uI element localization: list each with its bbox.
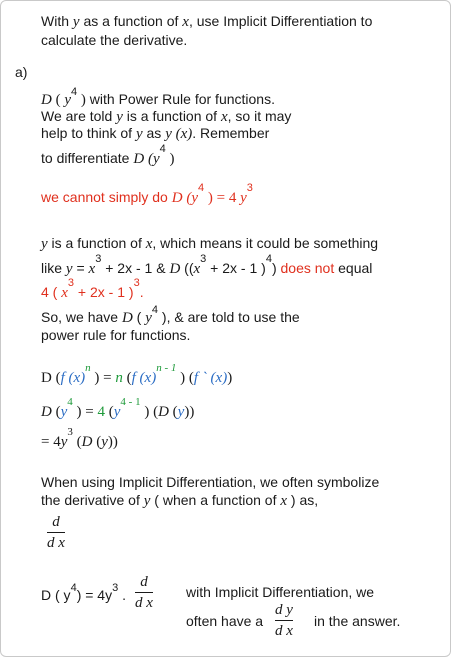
exponent: 3 <box>67 277 75 289</box>
text: ) <box>271 260 277 276</box>
text: ) <box>227 370 233 386</box>
exponent: 3 <box>200 253 207 265</box>
exponent: 4 <box>151 304 159 316</box>
text: is a function of <box>122 108 221 124</box>
coefficient: 4 <box>97 404 105 420</box>
text: help to think of <box>41 125 136 141</box>
implicit-line-1: When using Implicit Differentiation, we often symbolize <box>41 474 380 490</box>
text: ( <box>104 404 114 420</box>
implicit-line-2 <box>41 492 318 510</box>
var-x: x <box>220 109 228 125</box>
exponent: 4 <box>265 253 272 265</box>
var-y: y <box>240 190 247 206</box>
text: ) ( <box>176 370 194 386</box>
exponent: 3 <box>67 426 73 438</box>
var-y: y <box>113 404 121 420</box>
text: ) as, <box>287 492 319 508</box>
applied-rule-line <box>41 396 195 422</box>
text: With <box>41 13 73 29</box>
var-y: y <box>41 236 48 252</box>
block2-line-4 <box>41 304 300 328</box>
text: . <box>139 284 144 300</box>
text: as a function of <box>79 13 183 29</box>
exponent: 4 <box>197 182 205 194</box>
fraction-bar <box>135 592 153 593</box>
does-not-text: does not <box>276 260 335 276</box>
text: ), & are told to use the <box>158 309 300 325</box>
text: the derivative of <box>41 492 144 508</box>
var-x: x <box>193 261 201 277</box>
paren: ) <box>77 92 86 108</box>
text: ) ( <box>140 404 159 420</box>
block1-line-4 <box>41 143 175 169</box>
op-D: D <box>169 261 181 277</box>
text: ( <box>92 434 102 450</box>
text: (( <box>180 260 194 276</box>
text: ( <box>122 370 132 386</box>
f-of-x: f (x) <box>60 370 86 386</box>
op-D: D ( <box>133 151 153 167</box>
text: So, we have <box>41 309 122 325</box>
text: ) = 4y <box>76 587 113 603</box>
exponent-n: n <box>85 362 91 374</box>
text: D ( y <box>41 587 71 603</box>
text: ( <box>132 309 146 325</box>
text: )) <box>107 434 118 450</box>
denominator: d x <box>135 595 153 611</box>
f-prime-of-x: f ` (x) <box>193 370 228 386</box>
intro-line-1 <box>41 13 372 31</box>
exponent: 4 <box>70 582 77 594</box>
intro-line-2: calculate the derivative. <box>41 32 188 48</box>
block1-line-3 <box>41 125 269 143</box>
op-D: D <box>41 92 52 108</box>
var-y: y <box>60 434 68 450</box>
text: + 2x - 1 & <box>101 260 170 276</box>
text: , use Implicit Differentiation to <box>188 13 373 29</box>
text: is a function of <box>47 235 146 251</box>
text: we cannot simply do <box>41 189 172 205</box>
var-y: y <box>145 310 152 326</box>
var-y: y <box>191 190 198 206</box>
text: , so it may <box>227 108 292 124</box>
exponent: 3 <box>95 253 102 265</box>
text: 4 ( <box>41 284 62 300</box>
text: ( <box>168 404 178 420</box>
note-line-2-end: in the answer. <box>314 613 401 629</box>
exponent-n-minus-1: n - 1 <box>156 362 177 374</box>
paren: ) <box>165 151 175 167</box>
text: . Remember <box>192 125 270 141</box>
text: )) <box>184 404 195 420</box>
part-label: a) <box>15 64 28 80</box>
text: + 2x - 1 ) <box>74 284 134 300</box>
block2-line-3 <box>41 277 144 303</box>
note-line-2-start: often have a <box>186 613 264 629</box>
fraction-bar <box>275 620 293 621</box>
op-D: D <box>158 404 169 420</box>
text: + 2x - 1 ) <box>206 260 266 276</box>
var-y: y <box>101 434 108 450</box>
op-D: D <box>41 404 52 420</box>
text: like <box>41 260 66 276</box>
text: as <box>142 125 166 141</box>
paren: ( <box>51 92 65 108</box>
result-equation <box>41 582 126 606</box>
text: ( <box>51 404 61 420</box>
exponent: 3 <box>246 182 253 194</box>
denominator: d x <box>47 535 65 551</box>
text: We are told <box>41 108 117 124</box>
var-y: y <box>64 92 72 108</box>
result-d-dx-fraction <box>135 574 153 611</box>
exponent: 3 <box>133 277 140 289</box>
var-y: y <box>116 109 123 125</box>
warning-line <box>41 182 253 208</box>
exponent: 4 <box>159 143 166 155</box>
text: equal <box>334 260 373 276</box>
var-x: x <box>61 285 68 301</box>
var-y: y <box>143 493 151 509</box>
op-D: D <box>81 434 93 450</box>
var-x: x <box>88 261 96 277</box>
text: = 4 <box>41 434 61 450</box>
exponent: 4 <box>67 396 73 408</box>
var-x: x <box>280 493 288 509</box>
block2-line-2 <box>41 253 373 279</box>
text: , which means it could be something <box>152 235 379 251</box>
text: ) = <box>72 404 98 420</box>
text: ( <box>72 434 82 450</box>
text: . <box>118 587 126 603</box>
var-y: y <box>60 404 68 420</box>
var-x: x <box>145 236 153 252</box>
var-y: y <box>177 404 185 420</box>
var-y-of-x: y (x) <box>165 126 193 142</box>
block1-line-2 <box>41 108 291 126</box>
dy-dx-fraction <box>275 602 293 639</box>
text: D ( <box>41 370 61 386</box>
exponent: 4 <box>71 86 78 98</box>
text: ) = <box>90 370 116 386</box>
var-y: y <box>135 126 143 142</box>
text: to differentiate <box>41 150 134 166</box>
text: ( when a function of <box>150 492 281 508</box>
var-y: y <box>65 261 73 277</box>
exponent: 4 - 1 <box>120 396 141 408</box>
text: with Power Rule for functions. <box>85 91 275 107</box>
fraction-bar <box>47 532 65 533</box>
coefficient-n: n <box>115 370 123 386</box>
numerator: d y <box>275 602 293 618</box>
numerator: d <box>52 514 60 530</box>
denominator: d x <box>275 623 293 639</box>
exponent: 3 <box>112 582 119 594</box>
note-line-1: with Implicit Differentiation, we <box>186 584 375 600</box>
power-rule-line <box>41 362 233 388</box>
op-D: D <box>121 310 133 326</box>
block2-line-1 <box>41 235 378 253</box>
d-dx-fraction <box>47 514 65 551</box>
var-y: y <box>152 151 160 167</box>
var-y: y <box>72 14 80 30</box>
var-x: x <box>182 14 189 30</box>
simplified-line <box>41 426 118 452</box>
op-D: D ( <box>171 190 192 206</box>
text: ) = 4 <box>204 190 241 206</box>
text: = <box>72 260 89 276</box>
numerator: d <box>140 574 148 590</box>
f-of-x: f (x) <box>131 370 157 386</box>
block2-line-5: power rule for functions. <box>41 327 191 343</box>
